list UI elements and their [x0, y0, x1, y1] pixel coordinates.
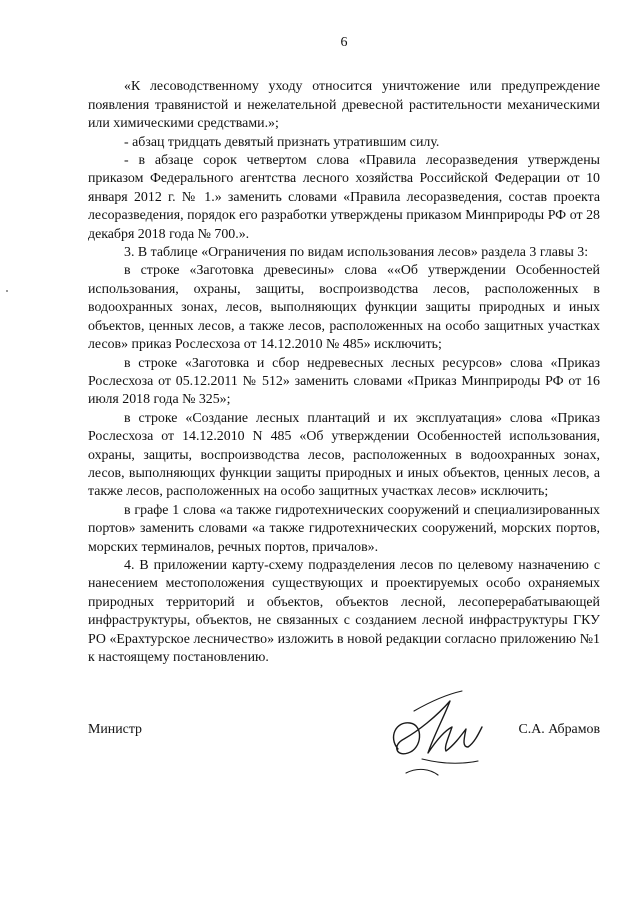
signature-block	[88, 713, 600, 793]
paragraph-44: - в абзаце сорок четвертом слова «Правила лесоразведения утверждены приказом Федерального агентства лесного хозяйства Российской Федерации от 10 января 2012 г. № 1.» заменить словами «Правила лесоразведения, состав проекта лесоразведения, порядок его разработки утверждены приказом Минприроды РФ от 28 декабря 2018 года № 700.».	[88, 153, 600, 242]
signatory-name: С.А. Абрамов	[518, 722, 600, 738]
paragraph-row-non-timber: в строке «Заготовка и сбор недревесных лесных ресурсов» слова «Приказ Рослесхоза от 05.12.2011 № 512» заменить словами «Приказ Минприроды РФ от 16 июля 2018 года № 325»;	[88, 355, 600, 408]
signatory-title: Министр	[88, 722, 143, 738]
paragraph-item-4: 4. В приложении карту-схему подразделения лесов по целевому назначению с нанесением местоположения существующих и проектируемых особо охраняемых природных территорий и объектов, объектов лесной, лесоперерабатывающей инфраструктуры, объектов, не связанных с созданием лесной инфраструктуры ГКУ РО «Ерахтурское лесничество» изложить в новой редакции согласно приложению №1 к настоящему постановлению.	[88, 557, 600, 665]
paragraph-quote-care: «К лесоводственному уходу относится уничтожение или предупреждение появления травянистой и нежелательной древесной растительности механическими или химическими средствами.»;	[88, 79, 600, 132]
paragraph-column-1: в графе 1 слова «а также гидротехнических сооружений и специализированных портов» заменить словами «а также гидротехнических сооружений, морских портов, морских терминалов, речных портов, причалов».	[88, 502, 600, 555]
paragraph-row-logging: в строке «Заготовка древесины» слова ««Об утверждении Особенностей использования, охраны, защиты, воспроизводства лесов, расположенных в водоохранных зонах, лесов, выполняющих функции защиты природных и иных объектов, ценных лесов, а также лесов, расположенных на особо защитных участках лесов» приказ Рослесхоза от 14.12.2010 № 485» исключить;	[88, 263, 600, 353]
paragraph-item-3: 3. В таблице «Ограничения по видам использования лесов» раздела 3 главы 3:	[124, 245, 589, 261]
page-number: 6	[340, 35, 348, 50]
paragraph-row-plantations: в строке «Создание лесных плантаций и их эксплуатация» слова «Приказ Рослесхоза от 14.12.2010 N 485 «Об утверждении Особенностей использования, охраны, защиты, воспроизводства лесов, расположенных в водоохранных зонах, лесов, выполняющих функции защиты природных и иных объектов, ценных лесов, а также лесов, расположенных на особо защитных участках лесов» исключить;	[88, 410, 600, 500]
margin-dot	[6, 290, 8, 292]
paragraph-39: - абзац тридцать девятый признать утратившим силу.	[124, 134, 440, 150]
handwritten-signature	[378, 687, 488, 779]
